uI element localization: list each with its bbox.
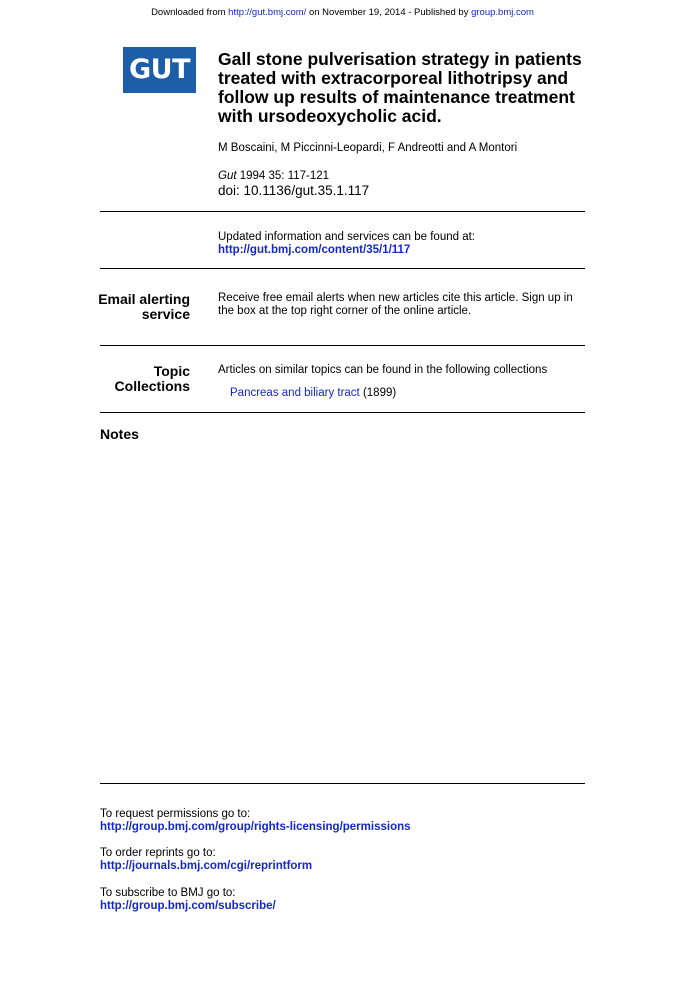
reprints-link[interactable]: http://journals.bmj.com/cgi/reprintform: [100, 859, 313, 872]
topic-collections-heading-line2: Collections: [114, 378, 190, 394]
permissions-text: To request permissions go to:: [100, 808, 251, 820]
updated-info-text: Updated information and services can be found at:: [218, 231, 475, 243]
email-alerting-heading-line2: service: [141, 306, 190, 322]
article-title: Gall stone pulverisation strategy in patients treated with extracorporeal lithotripsy and follow up results of maintenance treatment with ursodeoxycholic acid.: [218, 49, 582, 126]
updated-info: [218, 231, 588, 256]
email-alerting-heading: [95, 292, 190, 322]
download-banner: [0, 7, 685, 18]
divider: [100, 268, 585, 269]
article-authors: M Boscaini, M Piccinni-Leopardi, F Andreotti and A Montori: [218, 142, 518, 154]
article-citation: [218, 170, 329, 182]
divider: [100, 211, 585, 212]
divider: [100, 345, 585, 346]
permissions-link[interactable]: http://group.bmj.com/group/rights-licensing/permissions: [100, 820, 411, 833]
email-alerting-text: Receive free email alerts when new articles cite this article. Sign up in the box at the top right corner of the online article.: [218, 292, 573, 317]
divider: [100, 412, 585, 413]
topic-collections-heading: [95, 364, 190, 394]
publisher-link[interactable]: group.bmj.com: [471, 7, 534, 18]
reprints-text: To order reprints go to:: [100, 847, 216, 859]
journal-name: Gut: [218, 170, 237, 182]
citation-details: 1994 35: 117-121: [236, 170, 330, 182]
banner-middle: on November 19, 2014 - Published by: [306, 7, 472, 18]
article-doi: doi: 10.1136/gut.35.1.117: [218, 183, 370, 198]
collection-link-pancreas-biliary[interactable]: Pancreas and biliary tract: [230, 387, 360, 399]
subscribe-link[interactable]: http://group.bmj.com/subscribe/: [100, 899, 276, 912]
banner-prefix: Downloaded from: [151, 7, 229, 18]
article-url-link[interactable]: http://gut.bmj.com/content/35/1/117: [218, 243, 411, 256]
email-alerting-heading-line1: Email alerting: [98, 291, 190, 307]
source-site-link[interactable]: http://gut.bmj.com/: [228, 7, 307, 18]
collection-item: [230, 387, 600, 400]
notes-heading: Notes: [100, 426, 139, 442]
subscribe-text: To subscribe to BMJ go to:: [100, 887, 236, 899]
topic-collections-text: Articles on similar topics can be found in the following collections: [218, 364, 548, 376]
divider: [100, 783, 585, 784]
permissions-block: [100, 808, 411, 833]
topic-collections-heading-line1: Topic: [153, 363, 190, 379]
collection-count: (1899): [359, 387, 397, 399]
reprints-block: [100, 847, 312, 872]
gut-journal-logo: GUT: [123, 47, 196, 93]
subscribe-block: [100, 887, 276, 912]
